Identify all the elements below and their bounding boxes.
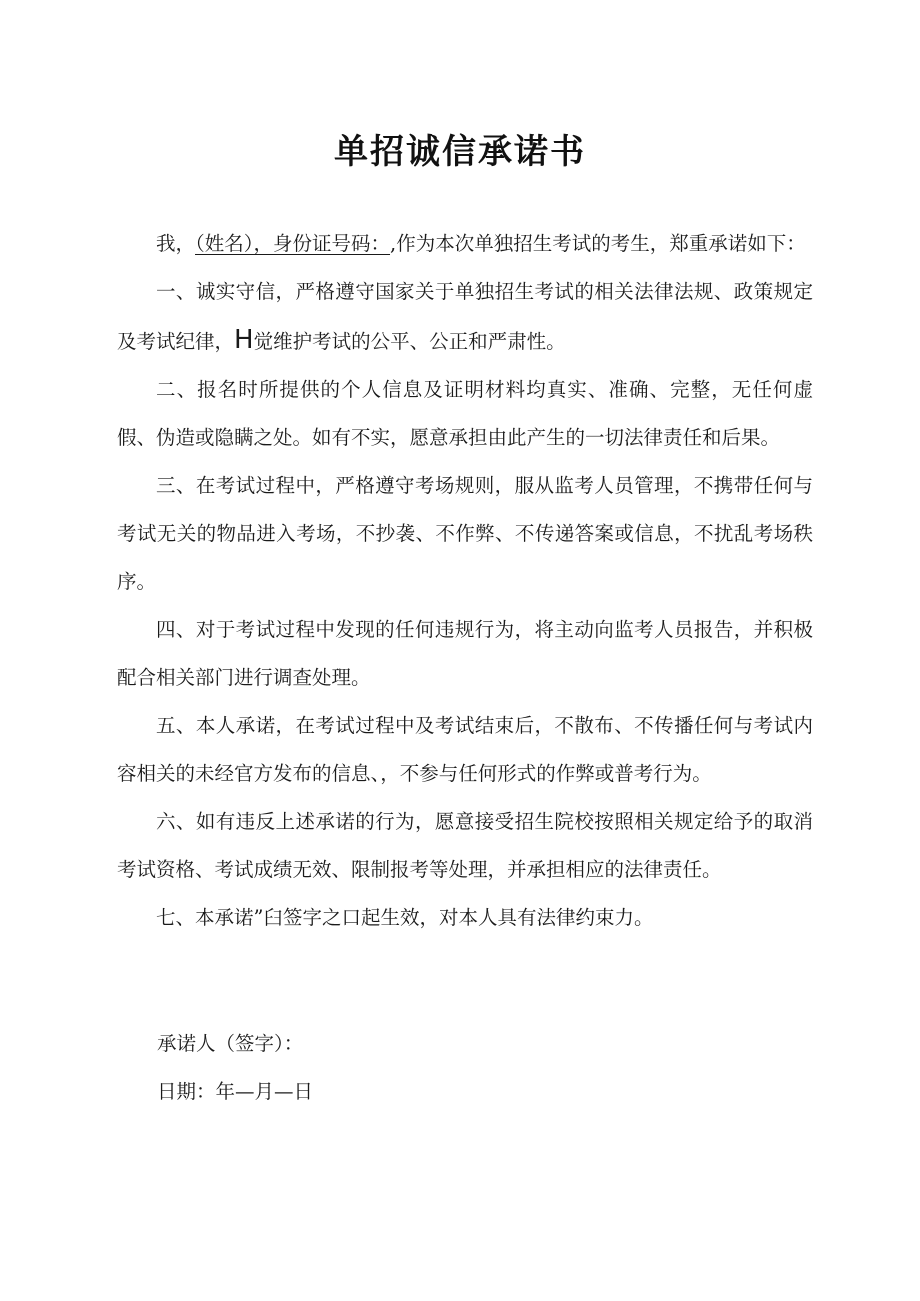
item-5-paragraph: 五、本人承诺，在考试过程中及考试结束后，不散布、不传播任何与考试内容相关的未经官方发布的信息、，不参与任何形式的作弊或普考行为。 [117, 714, 813, 785]
item-4-paragraph: 四、对于考试过程中发现的任何违规行为，将主动向监考人员报告，并积极配合相关部门进行调查处理。 [117, 618, 813, 689]
item-1-paragraph [117, 268, 813, 366]
intro-suffix: ,作为本次单独招生考试的考生，郑重承诺如下： [390, 232, 806, 255]
signature-label: 承诺人（签字）： [157, 1032, 304, 1055]
item-6-paragraph: 六、如有违反上述承诺的行为，愿意接受招生院校按照相关规定给予的取消考试资格、考试成绩无效、限制报考等处理，并承担相应的法律责任。 [117, 810, 813, 881]
name-id-field: （姓名），身份证号码： [195, 232, 391, 255]
item-2-paragraph: 二、报名时所提供的个人信息及证明材料均真实、准确、完整，无任何虚假、伪造或隐瞒之处。如有不实，愿意承担由此产生的一切法律责任和后果。 [117, 378, 813, 449]
item-7-paragraph: 七、本承诺”臼签字之口起生效，对本人具有法律约束力。 [156, 906, 654, 929]
document-title: 单招诚信承诺书 [334, 132, 586, 172]
item-3-paragraph: 三、在考试过程中，严格遵守考场规则，服从监考人员管理，不携带任何与考试无关的物品进入考场，不抄袭、不作弊、不传递答案或信息，不扰乱考场秩序。 [117, 474, 813, 593]
item-1-big-char: H [234, 325, 254, 355]
date-label: 日期：年—月—日 [157, 1080, 314, 1103]
intro-paragraph [117, 220, 813, 268]
item-1-part2: 觉维护考试的公平、公正和严肃性。 [253, 330, 566, 353]
intro-prefix: 我， [156, 232, 196, 255]
signature-block [157, 1020, 313, 1116]
document-body [117, 220, 813, 942]
item-1-part1: 一、诚实守信，严格遵守国家关于单独招生考试的相关法律法规、政策规定及考试纪律， [117, 280, 813, 353]
